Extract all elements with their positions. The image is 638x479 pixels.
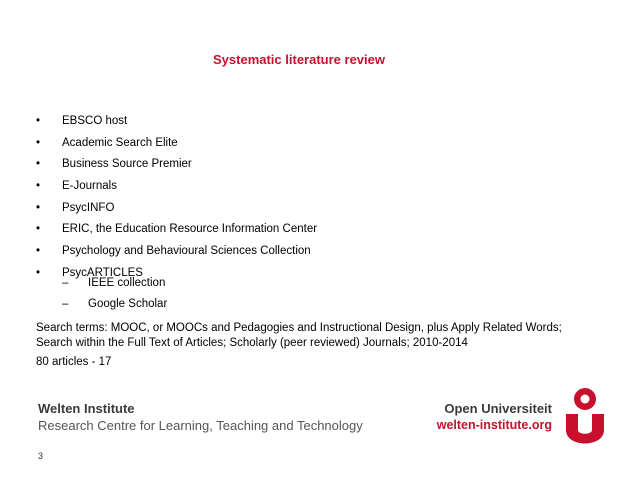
page-number: 3 — [38, 451, 44, 461]
institute-subtitle: Research Centre for Learning, Teaching and Technology — [38, 418, 363, 433]
article-count: 80 articles - 17 — [36, 356, 112, 368]
open-universiteit-logo-icon — [562, 386, 608, 446]
university-name: Open Universiteit — [444, 401, 552, 416]
slide-title: Systematic literature review — [213, 52, 385, 67]
institute-name: Welten Institute — [38, 401, 135, 416]
search-terms: Search terms: MOOC, or MOOCs and Pedagogies and Instructional Design, plus Apply Related Words; Search within the Full Text of Articles; Scholarly (peer reviewed) Journals; 2010-2014 — [36, 322, 562, 349]
institute-url: welten-institute.org — [436, 418, 552, 432]
